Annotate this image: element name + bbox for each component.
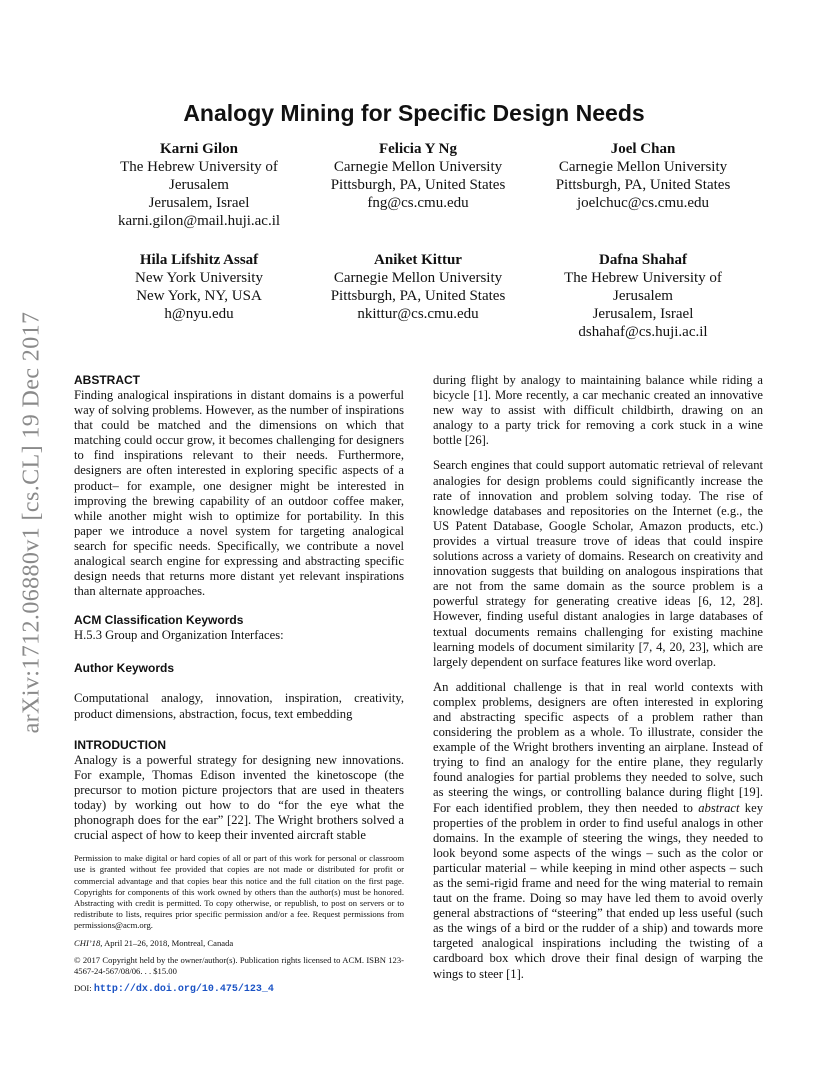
acm-classification-text: H.5.3 Group and Organization Interfaces: [74, 628, 284, 643]
author-location: Jerusalem, Israel [592, 306, 694, 322]
copyright-notice: © 2017 Copyright held by the owner/author(s). Publication rights licensed to ACM. ISBN 123-4567-24-567/08/06. . . $15.00 [74, 954, 404, 976]
author-email: karni.gilon@mail.huji.ac.il [117, 213, 281, 229]
abstract-text: Finding analogical inspirations in distant domains is a powerful way of solving problems. However, as the number of inspirations that could be matched and the dimensions on which that matching could occur grow, it becomes challenging for designers to find inspirations relevant to their needs. Furthermore, designers are often interested in exploring specific aspects of a product– for example, one designer might be interested in improving the brewing capability of an outdoor coffee maker, while another might wish to optimize for portability. In this paper we introduce a novel system for targeting analogical search for specific needs. Specifically, we contribute a novel analogical search engine for expressing and abstracting specific design needs that returns more distant yet relevant inspirations than alternate approaches. [74, 388, 404, 599]
intro-paragraph: during flight by analogy to maintaining balance while riding a bicycle [1]. More recently, a car mechanic created an innovative new way to assist with difficult childbirth, drawing on an analogy to a party trick for removing a cork stuck in a wine bottle [26]. [433, 373, 763, 448]
author-affiliation: New York University [135, 270, 263, 286]
author-block [536, 140, 750, 212]
arxiv-identifier-stamp [8, 262, 56, 782]
author-email: joelchuc@cs.cmu.edu [576, 195, 710, 211]
doi-label: DOI: [74, 983, 94, 994]
abstract-heading: ABSTRACT [74, 373, 140, 387]
author-keywords-heading: Author Keywords [74, 661, 175, 676]
author-affiliation: Carnegie Mellon University [333, 270, 503, 286]
copyright-footer [74, 853, 404, 995]
author-location: Pittsburgh, PA, United States [330, 177, 506, 193]
author-location: New York, NY, USA [136, 288, 262, 304]
author-affiliation: Jerusalem [613, 288, 673, 304]
venue-details: April 21–26, 2018, Montreal, Canada [102, 937, 234, 948]
author-keywords-text: Computational analogy, innovation, inspiration, creativity, product dimensions, abstraction, focus, text embedding [74, 691, 404, 721]
author-location: Pittsburgh, PA, United States [330, 288, 506, 304]
venue-line [74, 938, 404, 949]
author-location: Pittsburgh, PA, United States [555, 177, 731, 193]
author-email: h@nyu.edu [164, 306, 234, 322]
author-affiliation: Carnegie Mellon University [558, 159, 728, 175]
author-name: Dafna Shahaf [599, 252, 687, 268]
left-column [74, 373, 404, 1001]
author-block [310, 140, 526, 212]
author-affiliation: The Hebrew University of [564, 270, 722, 286]
paragraph-text: An additional challenge is that in real world contexts with complex problems, designers are often interested in exploring and abstracting specific aspects of a problem rather than considering the problem as a whole. To illustrate, consider the example of the Wright brothers inventing an airplane. Instead of trying to find an analogy for the entire plane, they regularly found analogies for partial problems they needed to solve, such as steering the wings, or controlling balance during flight [19]. For each identified problem, they then needed to [433, 679, 763, 815]
paragraph-text: key properties of the problem in order to find useful analogs in other domains. In the example of steering the wings, they needed to look beyond some aspects of the wings – such as the color or particular material – while keeping in mind other aspects – such as the semi-rigid frame and need for the wing material to remain taut on the frame. Doing so may have led them to avoid overly general abstractions of “steering” that ended up less useful (such as the wings of a bird or the rudder of a ship) and towards more targeted analogical inspirations including the twisting of a cardboard box which drove their final design of warping the wings to steer [1]. [433, 800, 763, 981]
intro-paragraph [433, 680, 763, 982]
author-affiliation: The Hebrew University of [120, 159, 278, 175]
author-block [536, 251, 750, 341]
permission-notice: Permission to make digital or hard copies of all or part of this work for personal or classroom use is granted without fee provided that copies are not made or distributed for profit or commercial advantage and that copies bear this notice and the full citation on the first page. Copyrights for components of this work owned by others than the author(s) must be honored. Abstracting with credit is permitted. To copy otherwise, or republish, to post on servers or to redistribute to lists, requires prior specific permission and/or a fee. Request permissions from permissions@acm.org. [74, 853, 404, 931]
author-name: Hila Lifshitz Assaf [139, 252, 259, 268]
venue-name: CHI’18, [74, 937, 103, 948]
acm-classification-heading: ACM Classification Keywords [74, 613, 244, 628]
emphasized-word: abstract [698, 800, 740, 815]
author-name: Aniket Kittur [374, 252, 462, 268]
introduction-text: Analogy is a powerful strategy for designing new innovations. For example, Thomas Edison invented the kinetoscope (the precursor to motion picture projectors that are used in theaters today) by working out how to do “for the eye what the phonograph does for the ear” [22]. The Wright brothers solved a crucial aspect of how to keep their invented aircraft stable [74, 752, 404, 843]
right-column [433, 373, 763, 992]
doi-line [74, 983, 404, 995]
author-affiliation: Carnegie Mellon University [333, 159, 503, 175]
author-name: Karni Gilon [160, 141, 238, 157]
author-email: nkittur@cs.cmu.edu [357, 306, 479, 322]
author-block [98, 251, 300, 323]
doi-link[interactable]: http://dx.doi.org/10.475/123_4 [93, 984, 274, 996]
intro-paragraph: Search engines that could support automatic retrieval of relevant analogies for design problems could significantly increase the rate of innovation and problem solving today. The rise of knowledge databases and repositories on the Internet (e.g., the US Patent Database, Google Scholar, Amazon products, etc.) provides a virtual treasure trove of ideas that could inspire solutions across a variety of domains. Research on creativity and innovation suggests that building on analogous inspirations that are not from the same domain as the source problem is a powerful strategy for generating creative ideas [6, 12, 28]. However, finding useful distant analogies in large databases of textual documents remains challenging for existing machine learning models of document similarity [7, 4, 20, 23], which are largely dependent on surface features like word overlap. [433, 458, 763, 669]
author-email: dshahaf@cs.huji.ac.il [578, 324, 708, 340]
author-location: Jerusalem, Israel [148, 195, 250, 211]
author-block [98, 140, 300, 230]
author-name: Joel Chan [610, 141, 676, 157]
arxiv-id-text: arXiv:1712.06880v1 [cs.CL] 19 Dec 2017 [18, 311, 45, 733]
author-email: fng@cs.cmu.edu [367, 195, 469, 211]
author-name: Felicia Y Ng [378, 141, 458, 157]
author-affiliation: Jerusalem [169, 177, 229, 193]
author-block [310, 251, 526, 323]
introduction-heading: INTRODUCTION [74, 737, 166, 752]
paper-title: Analogy Mining for Specific Design Needs [183, 100, 645, 126]
